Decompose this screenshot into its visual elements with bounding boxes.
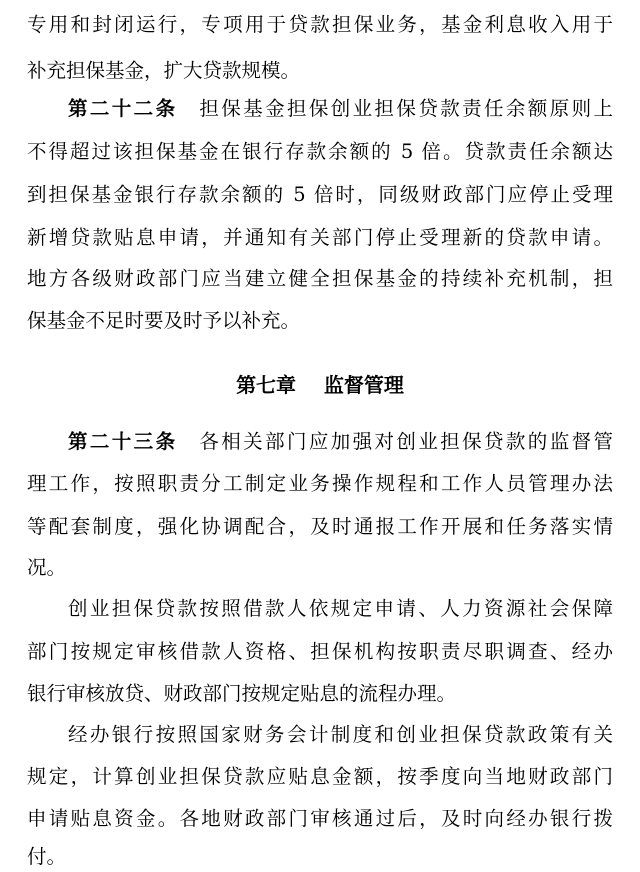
text-fragment — [177, 430, 197, 453]
chapter-title: 第七章 监督管理 — [236, 373, 404, 397]
text-line: 申请贴息资金。各地财政部门审核通过后，及时向经办银行拨 — [27, 807, 613, 830]
article-22-label: 第二十二条 — [68, 97, 178, 120]
text-fragment — [177, 97, 197, 120]
article-23-label: 第二十三条 — [68, 430, 178, 453]
article-22-first-line — [68, 94, 613, 124]
text-line: 专用和封闭运行，专项用于贷款担保业务，基金利息收入用于 — [27, 13, 613, 36]
text-line: 经办银行按照国家财务会计制度和创业担保贷款政策有关 — [68, 723, 613, 746]
text-line: 保基金不足时要及时予以补充。 — [27, 309, 301, 332]
text-line: 地方各级财政部门应当建立健全担保基金的持续补充机制，担 — [27, 267, 613, 290]
text-line: 补充担保基金，扩大贷款规模。 — [27, 59, 301, 82]
text-line: 理工作，按照职责分工制定业务操作规程和工作人员管理办法 — [27, 472, 613, 495]
text-line: 新增贷款贴息申请，并通知有关部门停止受理新的贷款申请。 — [27, 226, 613, 249]
text-line: 银行审核放贷、财政部门按规定贴息的流程办理。 — [27, 682, 457, 705]
text-line: 创业担保贷款按照借款人依规定申请、人力资源社会保障 — [68, 597, 613, 620]
text-line: 付。 — [27, 845, 67, 868]
text-line: 规定，计算创业担保贷款应贴息金额，按季度向当地财政部门 — [27, 765, 613, 788]
article-23-first-line — [68, 427, 613, 457]
text-line: 到担保基金银行存款余额的 5 倍时，同级财政部门应停止受理 — [27, 183, 613, 206]
text-line: 不得超过该担保基金在银行存款余额的 5 倍。贷款责任余额达 — [27, 140, 613, 163]
text-fragment: 担保基金担保创业担保贷款责任余额原则上 — [196, 97, 613, 120]
text-line: 部门按规定审核借款人资格、担保机构按职责尽职调查、经办 — [27, 640, 613, 663]
text-fragment: 各相关部门应加强对创业担保贷款的监督管 — [196, 430, 613, 453]
text-line: 等配套制度，强化协调配合，及时通报工作开展和任务落实情 — [27, 515, 613, 538]
text-line: 况。 — [27, 556, 67, 579]
